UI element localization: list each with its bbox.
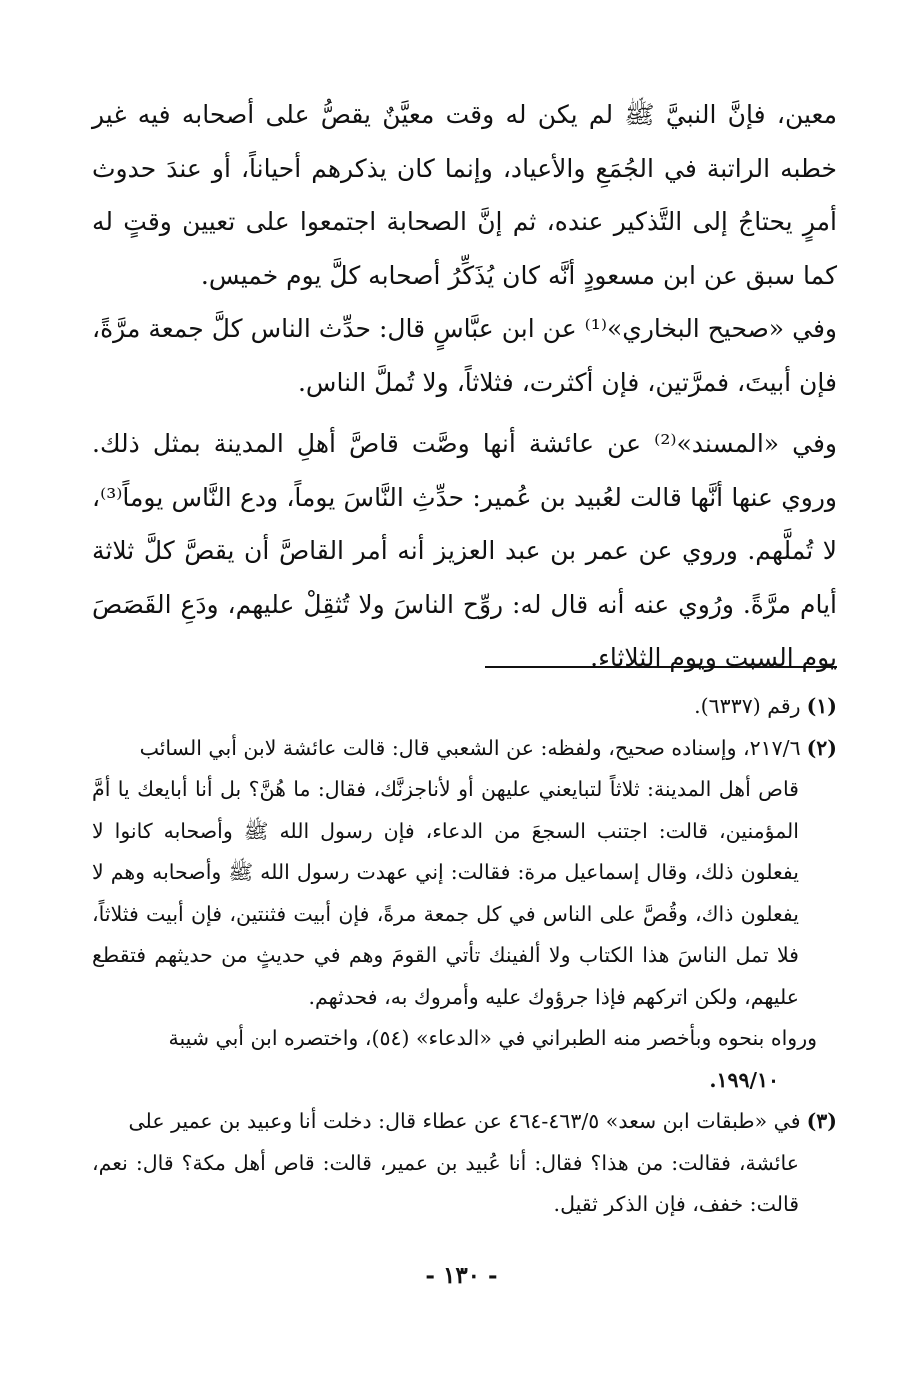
footnote-2-addendum [92, 1018, 837, 1101]
footnotes [92, 686, 837, 1226]
footnote-continuation: عائشة، فقالت: من هذا؟ فقال: أنا عُبيد بن عمير، قالت: قاص أهل مكة؟ قال: نعم، قالت: خفف، فإن الذكر ثقيل. [92, 1150, 799, 1216]
footnote-2 [92, 728, 837, 1019]
footnote-text: رقم (٦٣٣٧). [694, 694, 801, 718]
footnote-number: (٣) [806, 1109, 837, 1133]
paragraph-2: وفي «صحيح البخاري»⁽¹⁾ عن ابن عبَّاسٍ قال: حدِّث الناس كلَّ جمعة مرَّةً، فإن أبيتَ، فمرَّتين، فإن أكثرت، فثلاثاً، ولا تُملَّ الناس. [92, 314, 837, 397]
footnote-number: (٢) [806, 735, 837, 760]
footnote-addendum-text: ورواه بنحوه وبأخصر منه الطبراني في «الدعاء» (٥٤)، واختصره ابن أبي شيبة [168, 1026, 817, 1050]
main-text [92, 88, 837, 685]
footnote-3 [92, 1101, 837, 1226]
footnote-number: (١) [806, 694, 837, 718]
paragraph-1: معين، فإنَّ النبيَّ ﷺ لم يكن له وقت معيَّنٌ يقصُّ على أصحابه فيه غير خطبه الراتبة في الجُمَعِ والأعياد، وإنما كان يذكرهم أحياناً، أو عندَ حدوث أمرٍ يحتاجُ إلى التَّذكير عنده، ثم إنَّ الصحابة اجتمعوا على تعيين وقتٍ له كما سبق عن ابن مسعودٍ أنَّه كان يُذَكِّرُ أصحابه كلَّ يوم خميس. [92, 100, 837, 290]
footnote-1 [92, 686, 837, 728]
footnote-continuation: قاص أهل المدينة: ثلاثاً لتبايعني عليهن أو لأناجزنَّك، فقال: ما هُنَّ؟ بل أنا أبايعك يا أمَّ المؤمنين، قالت: اجتنب السجعَ من الدعاء، فإن رسول الله ﷺ وأصحابه كانوا لا يفعلون ذلك، وقال إسماعيل مرة: فقالت: إني عهدت رسول الله ﷺ وأصحابه وهم لا يفعلون ذاك، وقُصَّ على الناس في كل جمعة مرةً، فإن أبيت فثنتين، فإن أبيت فثلاثاً، فلا تمل الناسَ هذا الكتاب ولا ألفينك تأتي القومَ وهم في حديثٍ من حديثهم فتقطع عليهم، ولكن اتركهم فإذا جرؤوك عليه وأمروك به، فحدثهم. [92, 777, 799, 1009]
footnote-addendum-reference: ١٩٩/١٠. [709, 1067, 779, 1092]
paragraph-3: وفي «المسند»⁽²⁾ عن عائشة أنها وصَّت قاصَّ أهلِ المدينة بمثل ذلك. وروي عنها أنَّها قالت لعُبيد بن عُمير: حدِّثِ النَّاسَ يوماً، ودع النَّاس يوماً⁽³⁾، لا تُملَّهم. وروي عن عمر بن عبد العزيز أنه أمر القاصَّ أن يقصَّ كلَّ ثلاثة أيام مرَّةً. ورُوي عنه أنه قال له: روِّح الناسَ ولا تُثقِلْ عليهم، ودَعِ القَصَصَ يوم السبت ويوم الثلاثاء. [92, 429, 837, 672]
footnote-text: في «طبقات ابن سعد» ٤٦٣/٥-٤٦٤ عن عطاء قال: دخلت أنا وعبيد بن عمير على [128, 1109, 801, 1133]
page-number: - ١٣٠ - [425, 1262, 498, 1289]
footnote-separator [485, 666, 837, 668]
footnote-text: ٢١٧/٦، وإسناده صحيح، ولفظه: عن الشعبي قال: قالت عائشة لابن أبي السائب [139, 735, 801, 760]
